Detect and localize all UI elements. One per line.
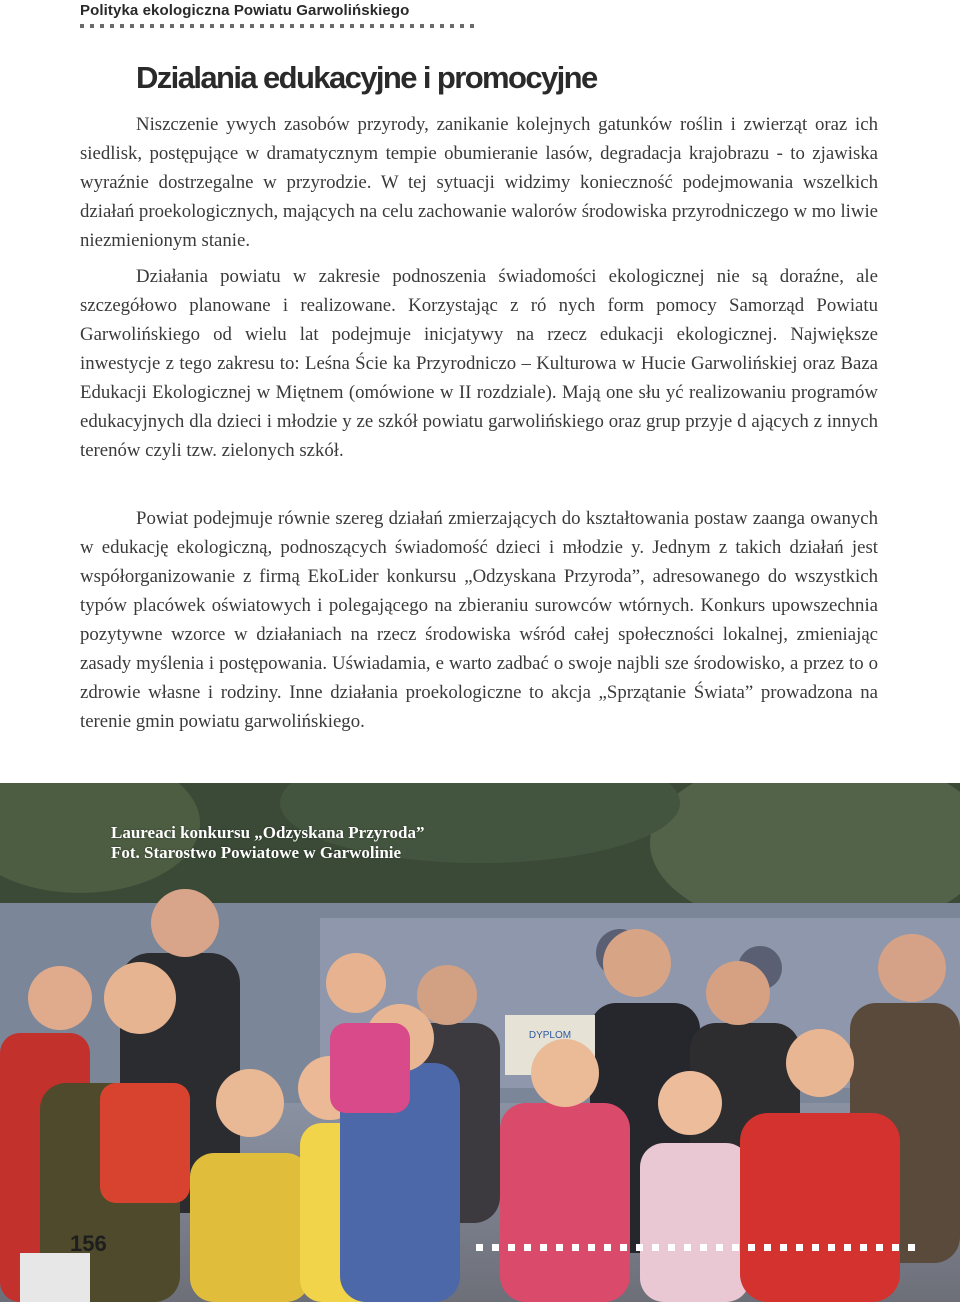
rule-dot bbox=[140, 24, 144, 28]
rule-dot bbox=[492, 1244, 499, 1251]
paragraph-3: Powiat podejmuje równie szereg działań zmierzających do kształtowania postaw zaanga owanych w edukację ekologiczną, podnoszących świadomość dzieci i młodzie y. Jednym z takich działań jest współorganizowanie z firmą EkoLider konkursu „Odzyskana Przyroda”, adresowanego do wszystkich typów placówek oświatowych i polegającego na zbieraniu surowców wtórnych. Konkurs upowszechnia pozytywne wzorce w działaniach na rzecz środowiska wśród całej społeczności lokalnej, zmieniając zasady myślenia i postępowania. Uświadamia, e warto zadbać o swoje najbli sze środowisko, a przez to o zdrowie własne i rodziny. Inne działania proekologiczne to akcja „Sprzątanie Świata” prowadzona na terenie gmin powiatu garwolińskiego. bbox=[80, 508, 878, 732]
paragraph-2: Działania powiatu w zakresie podnoszenia świadomości ekologicznej nie są doraźne, ale szczegółowo planowane i realizowane. Korzystając z ró nych form pomocy Samorząd Powiatu Garwolińskiego od wielu lat podejmuje inicjatywy na rzecz edukacji ekologicznej. Największe inwestycje z tego zakresu to: Leśna Ście ka Przyrodniczo – Kulturowa w Hucie Garwolińskiej oraz Baza Edukacji Ekologicznej w Miętnem (omówione w II rozdziale). Mają one słu yć realizowaniu programów edukacyjnych dla dzieci i młodzie y ze szkół powiatu garwolińskiego oraz grup przyje d ających z innych terenów czyli tzw. zielonych szkół. bbox=[80, 266, 878, 461]
rule-dot bbox=[508, 1244, 515, 1251]
rule-dot bbox=[700, 1244, 707, 1251]
rule-dot bbox=[150, 24, 154, 28]
rule-dot bbox=[250, 24, 254, 28]
rule-dot bbox=[130, 24, 134, 28]
rule-dot bbox=[460, 24, 464, 28]
rule-dot bbox=[410, 24, 414, 28]
rule-dot bbox=[572, 1244, 579, 1251]
rule-dot bbox=[524, 1244, 531, 1251]
rule-dot bbox=[636, 1244, 643, 1251]
rule-dot bbox=[716, 1244, 723, 1251]
rule-dot bbox=[370, 24, 374, 28]
rule-dot bbox=[390, 24, 394, 28]
rule-dot bbox=[210, 24, 214, 28]
section-title: Dzialania edukacyjne i promocyjne bbox=[136, 60, 597, 95]
child-head bbox=[531, 1039, 599, 1107]
rule-dot bbox=[300, 24, 304, 28]
footer-dotted-rule bbox=[476, 1244, 915, 1251]
adult-head bbox=[417, 965, 477, 1025]
rule-dot bbox=[380, 24, 384, 28]
rule-dot bbox=[668, 1244, 675, 1251]
rule-dot bbox=[260, 24, 264, 28]
child-head bbox=[216, 1069, 284, 1137]
rule-dot bbox=[476, 1244, 483, 1251]
rule-dot bbox=[240, 24, 244, 28]
rule-dot bbox=[220, 24, 224, 28]
rule-dot bbox=[860, 1244, 867, 1251]
rule-dot bbox=[360, 24, 364, 28]
rule-dot bbox=[440, 24, 444, 28]
article-body-3 bbox=[80, 504, 878, 746]
rule-dot bbox=[280, 24, 284, 28]
rule-dot bbox=[100, 24, 104, 28]
rule-dot bbox=[310, 24, 314, 28]
child-person bbox=[190, 1153, 310, 1302]
caption-title: Laureaci konkursu „Odzyskana Przyroda” bbox=[111, 823, 425, 842]
rule-dot bbox=[556, 1244, 563, 1251]
photo-caption bbox=[111, 823, 424, 863]
rule-dot bbox=[876, 1244, 883, 1251]
adult-head bbox=[706, 961, 770, 1025]
rule-dot bbox=[604, 1244, 611, 1251]
rule-dot bbox=[320, 24, 324, 28]
adult-head bbox=[151, 889, 219, 957]
rule-dot bbox=[190, 24, 194, 28]
rule-dot bbox=[908, 1244, 915, 1251]
adult-head bbox=[878, 934, 946, 1002]
child-shirt bbox=[330, 1023, 410, 1113]
running-header: Polityka ekologiczna Powiatu Garwolińskiego bbox=[80, 2, 410, 19]
rule-dot bbox=[160, 24, 164, 28]
rule-dot bbox=[892, 1244, 899, 1251]
rule-dot bbox=[330, 24, 334, 28]
rule-dot bbox=[470, 24, 474, 28]
rule-dot bbox=[230, 24, 234, 28]
article-body bbox=[80, 110, 878, 265]
child-head bbox=[786, 1029, 854, 1097]
rule-dot bbox=[652, 1244, 659, 1251]
rule-dot bbox=[90, 24, 94, 28]
rule-dot bbox=[340, 24, 344, 28]
rule-dot bbox=[780, 1244, 787, 1251]
rule-dot bbox=[540, 1244, 547, 1251]
rule-dot bbox=[748, 1244, 755, 1251]
child-head bbox=[28, 966, 92, 1030]
rule-dot bbox=[764, 1244, 771, 1251]
rule-dot bbox=[844, 1244, 851, 1251]
rule-dot bbox=[450, 24, 454, 28]
paragraph-1: Niszczenie ywych zasobów przyrody, zanikanie kolejnych gatunków roślin i zwierząt oraz ich siedlisk, postępujące w dramatycznym tempie obumieranie lasów, degradacja krajobrazu - to zjawiska wyraźnie dostrzegalne w przyrodzie. W tej sytuacji widzimy konieczność podejmowania wszelkich działań proekologicznych, mających na celu zachowanie walorów środowiska przyrodniczego w mo liwie niezmienionym stanie. bbox=[80, 114, 878, 251]
rule-dot bbox=[812, 1244, 819, 1251]
rule-dot bbox=[400, 24, 404, 28]
rule-dot bbox=[732, 1244, 739, 1251]
rule-dot bbox=[180, 24, 184, 28]
child-head bbox=[104, 962, 176, 1034]
rule-dot bbox=[420, 24, 424, 28]
article-body-2 bbox=[80, 262, 878, 475]
child-head bbox=[658, 1071, 722, 1135]
rule-dot bbox=[620, 1244, 627, 1251]
rule-dot bbox=[828, 1244, 835, 1251]
diploma-text: DYPLOM bbox=[528, 1030, 572, 1041]
page-number: 156 bbox=[70, 1231, 107, 1256]
child-shirt bbox=[100, 1083, 190, 1203]
child-person bbox=[500, 1103, 630, 1302]
rule-dot bbox=[170, 24, 174, 28]
child-person bbox=[740, 1113, 900, 1302]
rule-dot bbox=[290, 24, 294, 28]
gift-bag bbox=[20, 1253, 90, 1302]
adult-head bbox=[603, 929, 671, 997]
rule-dot bbox=[80, 24, 84, 28]
header-dotted-rule bbox=[80, 24, 474, 28]
child-head bbox=[326, 953, 386, 1013]
rule-dot bbox=[110, 24, 114, 28]
rule-dot bbox=[796, 1244, 803, 1251]
rule-dot bbox=[200, 24, 204, 28]
rule-dot bbox=[270, 24, 274, 28]
rule-dot bbox=[430, 24, 434, 28]
rule-dot bbox=[120, 24, 124, 28]
child-person bbox=[640, 1143, 750, 1302]
caption-credit: Fot. Starostwo Powiatowe w Garwolinie bbox=[111, 843, 402, 862]
rule-dot bbox=[684, 1244, 691, 1251]
rule-dot bbox=[350, 24, 354, 28]
rule-dot bbox=[588, 1244, 595, 1251]
